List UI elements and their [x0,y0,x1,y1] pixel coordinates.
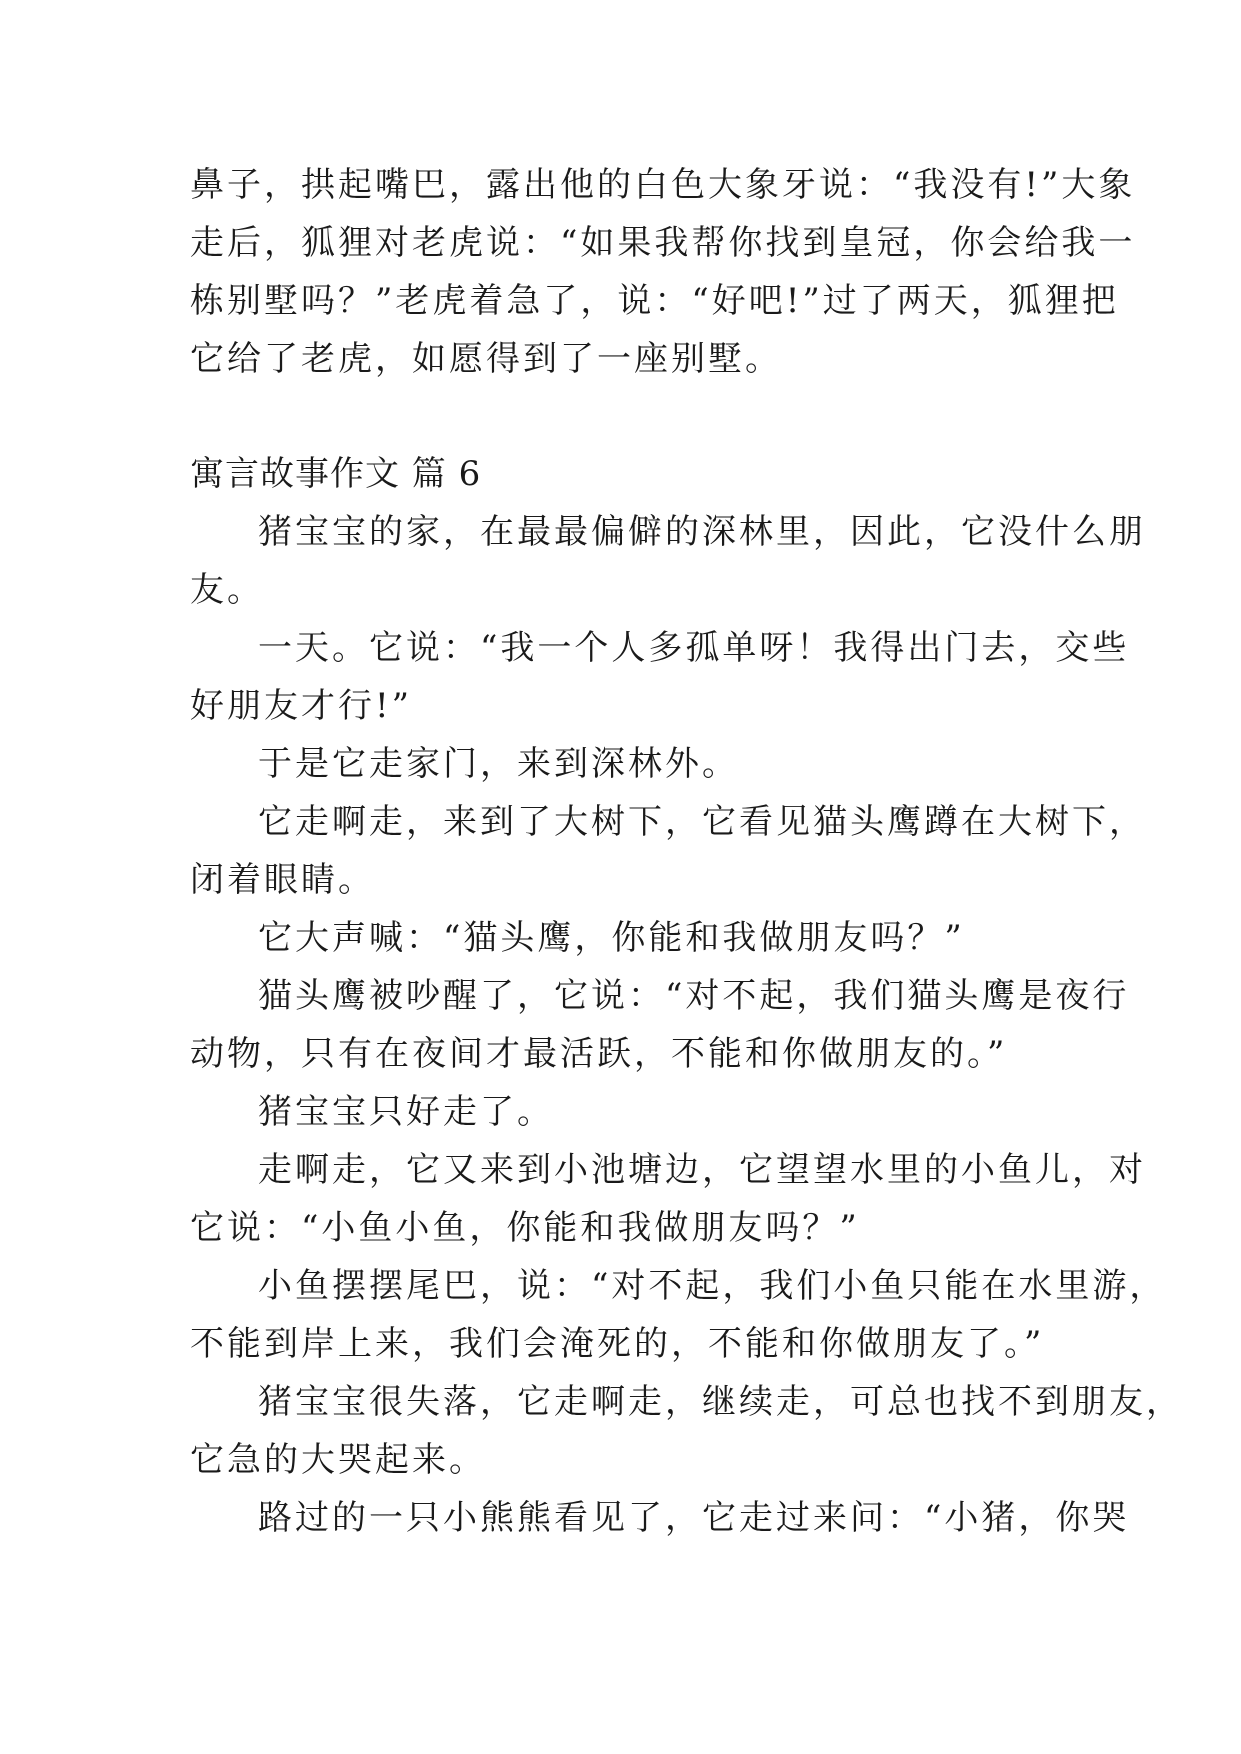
paragraph [190,793,1146,909]
paragraph [190,619,1130,735]
section-title: 寓言故事作文 篇 6 [190,454,482,494]
text-line: 一天。它说：“我一个人多孤单呀！我得出门去，交些 [258,628,1130,668]
paragraph [190,967,1130,1083]
text-line: 它急的大哭起来。 [190,1440,486,1480]
paragraph [190,909,1060,967]
text-line: 它给了老虎，如愿得到了一座别墅。 [190,339,782,379]
paragraph [190,1083,1060,1141]
text-line: 动物，只有在夜间才最活跃，不能和你做朋友的。” [190,1034,1008,1074]
text-line: 它说：“小鱼小鱼，你能和我做朋友吗？” [190,1208,860,1248]
continuation-paragraph [190,156,1136,388]
text-line: 鼻子，拱起嘴巴，露出他的白色大象牙说：“我没有!”大象 [190,165,1136,205]
paragraph [190,1373,1183,1489]
paragraph [190,1257,1167,1373]
text-line: 它走啊走，来到了大树下，它看见猫头鹰蹲在大树下， [258,802,1146,842]
text-line: 友。 [190,570,264,610]
text-line: 好朋友才行!” [190,686,413,726]
text-line: 路过的一只小熊熊看见了，它走过来问：“小猪，你哭 [258,1498,1130,1538]
text-line: 不能到岸上来，我们会淹死的，不能和你做朋友了。” [190,1324,1045,1364]
text-line: 走后，狐狸对老虎说：“如果我帮你找到皇冠，你会给我一 [190,223,1136,263]
text-line: 它大声喊：“猫头鹰，你能和我做朋友吗？” [258,918,965,958]
text-line: 猪宝宝只好走了。 [258,1092,554,1132]
text-line: 小鱼摆摆尾巴，说：“对不起，我们小鱼只能在水里游， [258,1266,1167,1306]
paragraph [190,1141,1146,1257]
text-line: 栋别墅吗？”老虎着急了，说：“好吧!”过了两天，狐狸把 [190,281,1119,321]
text-line: 猪宝宝的家，在最最偏僻的深林里，因此，它没什么朋 [258,512,1146,552]
paragraph [190,1489,1130,1547]
text-line: 于是它走家门，来到深林外。 [258,744,739,784]
text-line: 猪宝宝很失落，它走啊走，继续走，可总也找不到朋友， [258,1382,1183,1422]
document-page [190,156,1183,1547]
text-line: 走啊走，它又来到小池塘边，它望望水里的小鱼儿，对 [258,1150,1146,1190]
paragraph [190,503,1146,619]
paragraph [190,735,1060,793]
text-line: 闭着眼睛。 [190,860,375,900]
text-line: 猫头鹰被吵醒了，它说：“对不起，我们猫头鹰是夜行 [258,976,1130,1016]
